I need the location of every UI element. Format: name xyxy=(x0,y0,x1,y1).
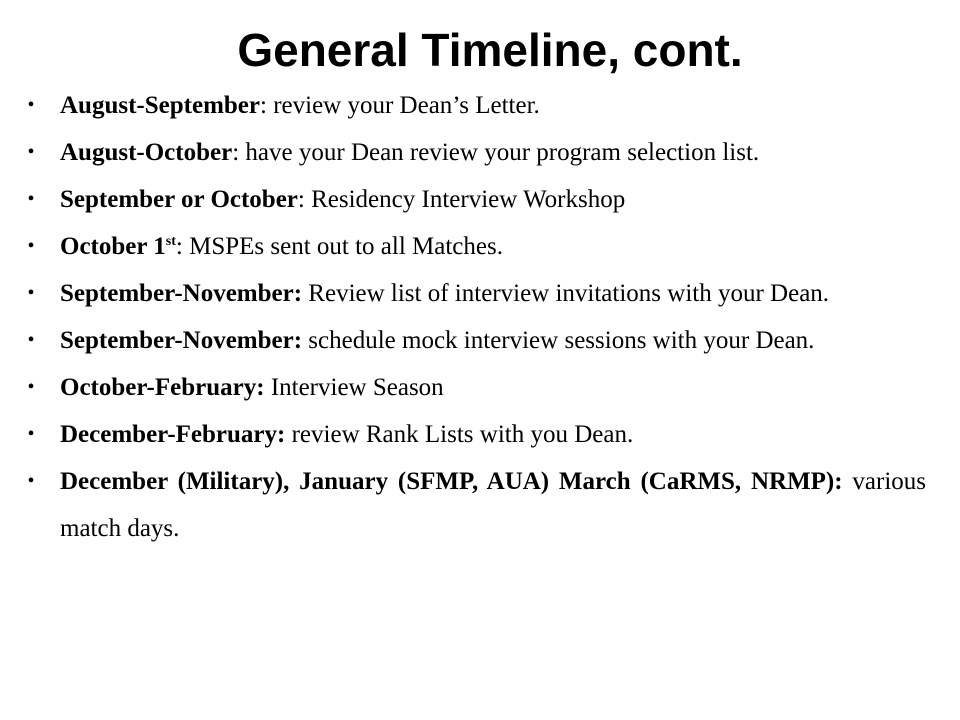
bullet-icon: • xyxy=(27,423,35,445)
bullet-icon: • xyxy=(27,235,35,257)
list-item-text: September or October: Residency Interview Workshop xyxy=(60,186,626,213)
list-item-text: August-October: have your Dean review your program selection list. xyxy=(60,139,760,166)
list-item-text xyxy=(60,458,926,552)
list-item xyxy=(27,364,926,411)
list-item xyxy=(27,82,926,129)
list-item-label: September-November: xyxy=(60,280,303,307)
list-item-label: August-September xyxy=(60,92,260,119)
list-item-description: various match days. xyxy=(60,468,927,542)
list-item-text xyxy=(60,364,926,411)
bullet-icon: • xyxy=(27,141,35,163)
list-item-label: December-February: xyxy=(60,421,286,448)
list-item-description: review Rank Lists with you Dean. xyxy=(291,421,634,448)
list-item-label: October 1st xyxy=(60,233,176,260)
list-item-label: September-November: xyxy=(60,327,303,354)
list-item-text: October 1st: MSPEs sent out to all Matches. xyxy=(60,233,503,260)
list-item-label: August-October xyxy=(60,139,233,166)
bullet-icon: • xyxy=(27,376,35,398)
list-item-description: MSPEs sent out to all Matches. xyxy=(189,233,503,260)
bullet-icon: • xyxy=(27,282,35,304)
list-item xyxy=(27,317,926,364)
list-item-label: December (Military), January (SFMP, AUA) March (CaRMS, NRMP): xyxy=(60,468,843,495)
list-item-description: Interview Season xyxy=(270,374,444,401)
list-item-text: August-September: review your Dean’s Letter. xyxy=(60,92,540,119)
list-item-label: October-February: xyxy=(60,374,265,401)
bullet-icon: • xyxy=(27,329,35,351)
list-item-description: review your Dean’s Letter. xyxy=(273,92,540,119)
list-item-description: have your Dean review your program selection list. xyxy=(245,139,760,166)
slide-title: General Timeline, cont. xyxy=(237,24,743,76)
list-item xyxy=(27,223,926,270)
list-item-text xyxy=(60,317,926,364)
list-item xyxy=(27,129,926,176)
bullet-icon: • xyxy=(27,470,35,492)
list-item-text xyxy=(60,270,926,317)
bullet-icon: • xyxy=(27,94,35,116)
bullet-icon: • xyxy=(27,188,35,210)
list-item-description: schedule mock interview sessions with your Dean. xyxy=(308,327,815,354)
list-item xyxy=(27,458,927,552)
list-item xyxy=(27,176,926,223)
list-item-description: Residency Interview Workshop xyxy=(311,186,626,213)
timeline-list xyxy=(27,82,927,552)
ordinal-suffix: st xyxy=(165,234,176,249)
list-item-label: September or October xyxy=(60,186,298,213)
list-item xyxy=(27,411,926,458)
list-item-text xyxy=(60,411,926,458)
list-item xyxy=(27,270,926,317)
list-item-description: Review list of interview invitations with your Dean. xyxy=(308,280,830,307)
